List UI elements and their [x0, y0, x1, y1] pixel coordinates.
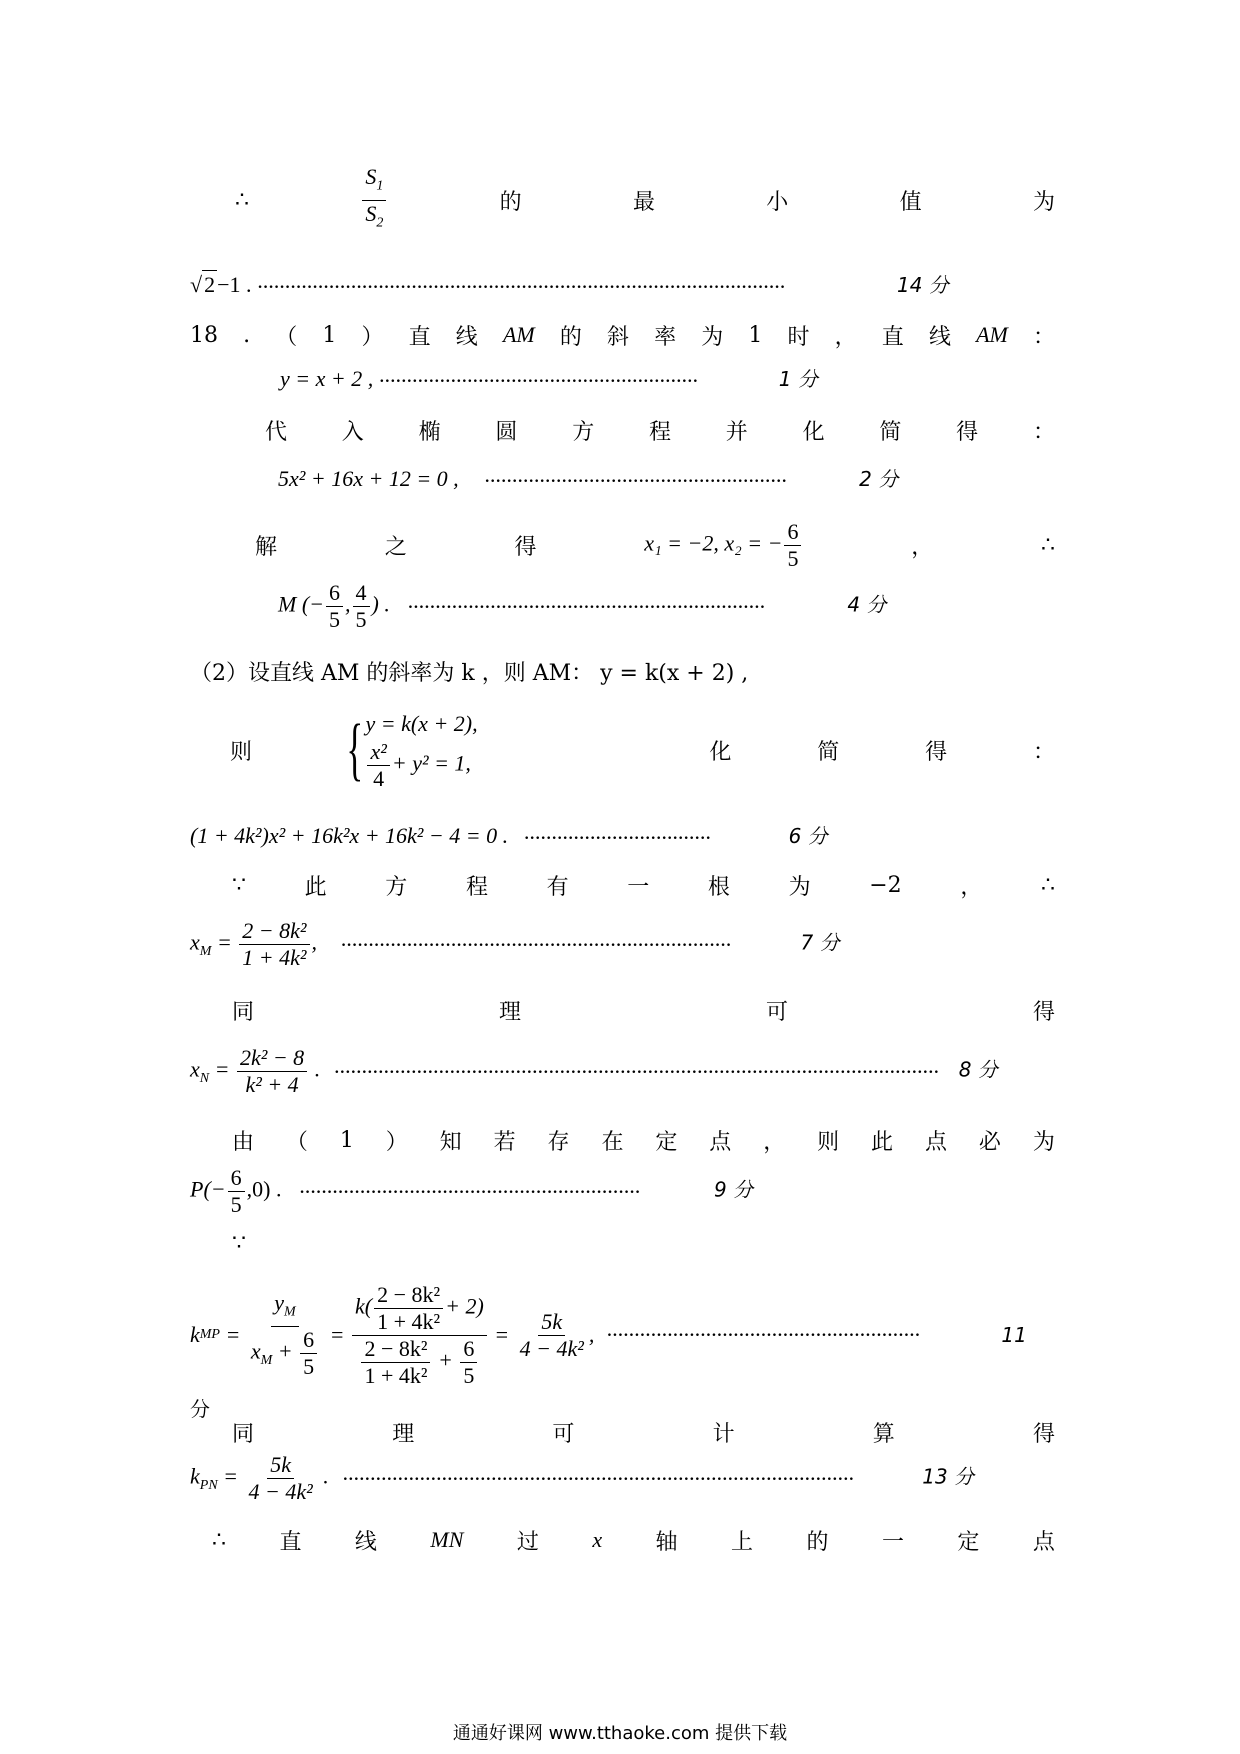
score-label: 7 分 — [800, 930, 840, 955]
quadratic-in-k: (1 + 4k²)x² + 16k²x + 16k² − 4 = 0 . ·································· 6 分 — [190, 823, 828, 850]
quadratic-equation-1: 5x² + 16x + 12 = 0 , ······················································· 2 分 — [278, 466, 899, 493]
therefore-symbol: ∴ — [235, 187, 249, 213]
part2-intro: （2）设直线 AM 的斜率为 k ，则 AM： y = k(x + 2) , — [190, 661, 749, 686]
score-continuation: 分 — [190, 1397, 210, 1421]
q18-header: 18 . （ 1 ） 直 线 AM 的 斜 率 为 1 时 ， 直 线 AM ： — [190, 322, 1055, 350]
min-value-line — [235, 165, 1055, 235]
word: 值 — [899, 189, 922, 215]
similarly-line-2: 同 理 可 计 算 得 — [232, 1421, 1055, 1447]
similarly-line-1: 同 理 可 得 — [232, 999, 1055, 1025]
score-label: 1 分 — [778, 367, 818, 391]
because-symbol: ∵ — [232, 1231, 246, 1256]
root-line: ∵ 此 方 程 有 一 根 为 −2 ， ∴ — [232, 872, 1055, 900]
score-label: 2 分 — [859, 467, 899, 491]
score-label: 11 — [1001, 1323, 1027, 1347]
score-label: 6 分 — [788, 824, 828, 848]
page-footer: 通通好课网 www.tthaoke.com 提供下载 — [452, 1723, 788, 1744]
line-equation: y = x + 2 , ·························································· 1 分 — [280, 366, 818, 393]
score-label: 4 分 — [847, 592, 887, 617]
score-label: 8 分 — [958, 1057, 998, 1082]
k-MP-expression: k MP = $y_M$ $x_M$ + $\frac{6}{5}$ = k( $\frac{\text{2 − 8k²}}{\text{1 + 4k²}}$ + 2) $\frac{\text{2 − 8k²}}{\text{1 + 4k²}}$ + $\frac{6}{5}$ = $\frac{5k}{\text{4 − 4k²}}$ , ························································· 11 — [190, 1281, 1027, 1388]
score-label: 13 分 — [922, 1464, 975, 1489]
solution-line: 解 之 得 x₁ = −2, x₂ = − $\frac{6}{5}$ ， ∴ — [255, 518, 1055, 571]
point-P: P(− $\frac{6}{5}$ ,0) . ······························································ 9 分 — [190, 1165, 754, 1217]
point-M: M (− $\frac{6}{5}$ , $\frac{4}{5}$ ) . ································································· 4 分 — [278, 580, 887, 632]
system-line: 则 { y = k(x + 2), $\frac{\text{x²}}{4}$ + y² = 1, 化 简 得 ： — [230, 710, 1055, 791]
word: 最 — [632, 189, 655, 215]
fixed-point-line: 由 （ 1 ） 知 若 存 在 定 点 ， 则 此 点 必 为 — [232, 1127, 1055, 1155]
min-value-result: √ 2 −1 . ································································································ 14 分 — [190, 272, 949, 299]
substitute-line: 代 入 椭 圆 方 程 并 化 简 得 ： — [265, 419, 1055, 445]
x-N-expression: $x_N$ = $\frac{\text{2k² − 8}}{\text{k² + 4}}$ . ·············································································································· 8 分 — [190, 1045, 998, 1097]
word: 小 — [766, 189, 789, 215]
sqrt-expression: √ 2 — [190, 272, 216, 297]
conclusion-line: ∴ 直 线 MN 过 x 轴 上 的 一 定 点 — [212, 1527, 1055, 1555]
word: 的 — [499, 189, 522, 215]
x-M-expression: $x_M$ = $\frac{\text{2 − 8k²}}{\text{1 + 4k²}}$ , ······································································· 7 分 — [190, 918, 840, 970]
score-label: 9 分 — [713, 1177, 754, 1202]
ratio-fraction: $\frac{S_1}{S_2}$ — [362, 164, 386, 236]
k-PN-expression: $k_{PN}$ = $\frac{5k}{\text{4 − 4k²}}$ . ····························································································· 13 分 — [190, 1452, 975, 1504]
word: 为 — [1032, 189, 1055, 215]
score-label: 14 分 — [897, 273, 949, 297]
